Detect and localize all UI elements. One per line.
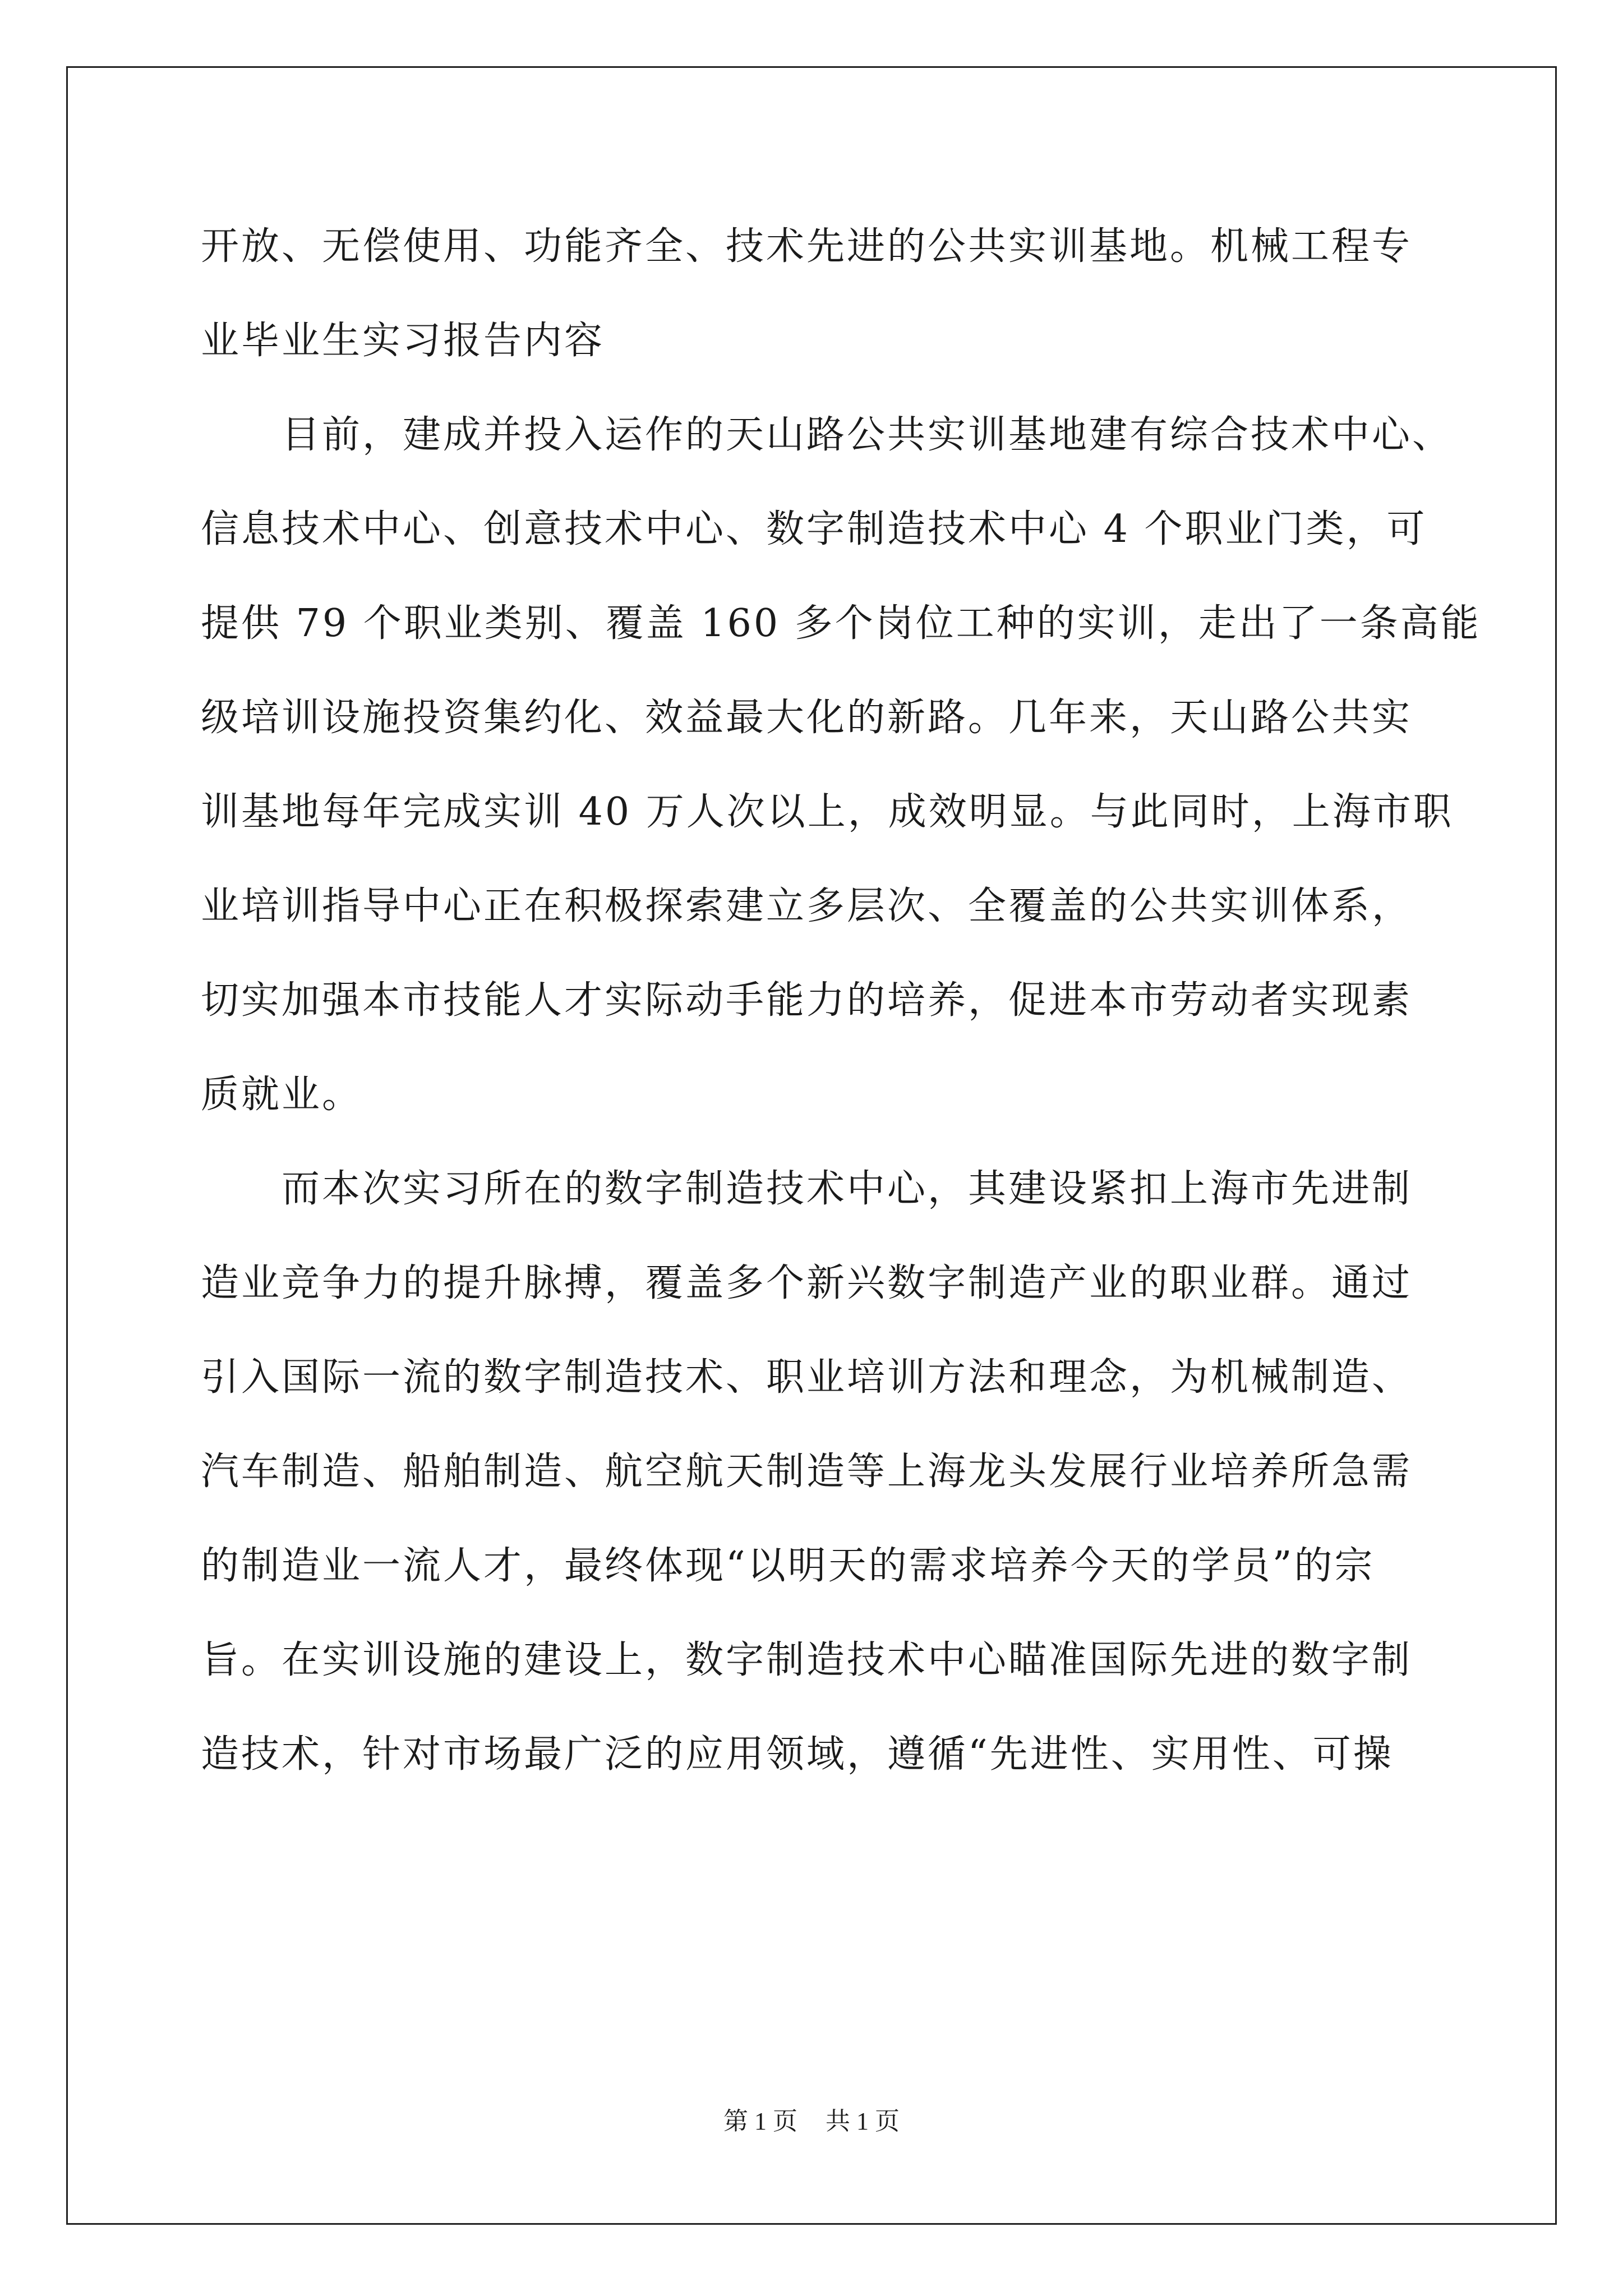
text-line: 造业竞争力的提升脉搏，覆盖多个新兴数字制造产业的职业群。通过	[201, 1261, 1413, 1305]
paragraph-start-line: 而本次实习所在的数字制造技术中心，其建设紧扣上海市先进制	[282, 1167, 1413, 1211]
paragraph-start-line: 目前，建成并投入运作的天山路公共实训基地建有综合技术中心、	[282, 413, 1453, 457]
page-border	[66, 66, 1557, 2225]
text-line: 业培训指导中心正在积极探索建立多层次、全覆盖的公共实训体系，	[201, 884, 1413, 928]
text-line: 开放、无偿使用、功能齐全、技术先进的公共实训基地。机械工程专	[201, 224, 1413, 269]
page-total: 共 1 页	[826, 2108, 900, 2135]
text-line: 训基地每年完成实训 40 万人次以上，成效明显。与此同时，上海市职	[201, 790, 1454, 834]
text-line: 造技术，针对市场最广泛的应用领域，遵循“先进性、实用性、可操	[201, 1732, 1394, 1777]
text-line: 信息技术中心、创意技术中心、数字制造技术中心 4 个职业门类，可	[201, 507, 1427, 551]
page-footer	[0, 2105, 1623, 2138]
page-number: 第 1 页	[723, 2108, 797, 2135]
text-line: 业毕业生实习报告内容	[201, 319, 605, 363]
text-line: 级培训设施投资集约化、效益最大化的新路。几年来，天山路公共实	[201, 696, 1413, 740]
text-line: 切实加强本市技能人才实际动手能力的培养，促进本市劳动者实现素	[201, 978, 1413, 1023]
text-line: 汽车制造、船舶制造、航空航天制造等上海龙头发展行业培养所急需	[201, 1450, 1413, 1494]
text-line: 旨。在实训设施的建设上，数字制造技术中心瞄准国际先进的数字制	[201, 1638, 1413, 1682]
text-line: 提供 79 个职业类别、覆盖 160 多个岗位工种的实训，走出了一条高能	[201, 601, 1481, 646]
text-line: 引入国际一流的数字制造技术、职业培训方法和理念，为机械制造、	[201, 1355, 1413, 1400]
text-line: 的制造业一流人才，最终体现“以明天的需求培养今天的学员”的宗	[201, 1544, 1375, 1588]
text-line: 质就业。	[201, 1073, 363, 1117]
